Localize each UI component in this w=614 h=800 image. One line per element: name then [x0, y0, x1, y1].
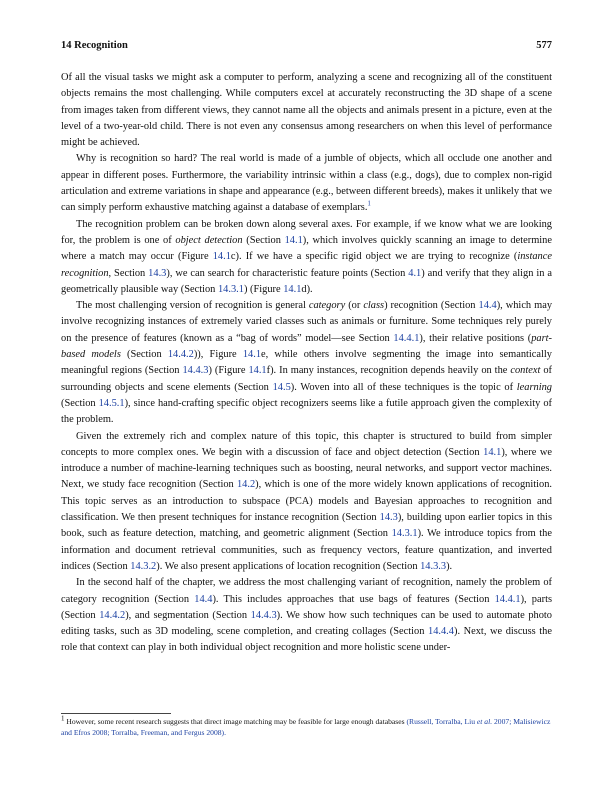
text-run: ), which involves quickly scanning an image to determine where a match may occur (Figure	[61, 234, 552, 263]
citation-link[interactable]	[407, 717, 510, 726]
text-run: , Section	[108, 267, 149, 279]
emphasis: category	[308, 300, 346, 312]
section-link[interactable]: 14.3	[148, 267, 167, 279]
text-run: c). If we have a specific rigid object we are trying to recognize (	[230, 251, 518, 263]
emphasis: object detection	[175, 234, 243, 246]
page-number: 577	[536, 40, 552, 51]
text-run: ) (Figure	[208, 365, 249, 377]
figure-link[interactable]: 14.1	[242, 349, 262, 361]
text-run: ) recognition (Section	[384, 300, 479, 312]
section-link[interactable]: 14.2	[236, 479, 256, 491]
emphasis: context	[510, 365, 541, 377]
section-link[interactable]: 14.4.2	[99, 609, 126, 621]
citation-year: 2007	[492, 717, 510, 726]
text-run: (Section	[242, 234, 285, 246]
section-link[interactable]: 14.4.4	[428, 626, 454, 638]
paragraph-4	[61, 298, 552, 428]
section-link[interactable]: 14.3	[379, 512, 398, 524]
emphasis: instance recognition	[61, 251, 552, 279]
body-text	[61, 70, 552, 657]
text-run: ). We introduce topics from the information and document retrieval communities, such as frequency vectors, feature quantization, and inverted indices (Section	[61, 528, 552, 572]
section-link[interactable]: 14.5.1	[98, 397, 125, 409]
section-link[interactable]: 14.4	[194, 593, 213, 605]
section-link[interactable]: 14.3.3	[420, 560, 447, 572]
text-run: The most challenging version of recognition is general	[76, 300, 309, 312]
footnote-marker[interactable]: 1	[367, 199, 371, 208]
section-link[interactable]: 4.1	[408, 267, 422, 279]
section-link[interactable]: 14.5	[272, 381, 291, 393]
figure-link[interactable]: 14.1	[283, 283, 302, 295]
text-run: of surrounding objects and scene elements (Section	[61, 365, 552, 393]
section-link[interactable]: 14.4.3	[182, 365, 209, 377]
text-run: ). We show how such techniques can be used to automate photo editing tasks, such as 3D modeling, scene completion, and creating collages (Section	[61, 609, 552, 638]
section-link[interactable]: 14.1	[483, 446, 502, 458]
paragraph-1: Of all the visual tasks we might ask a computer to perform, analyzing a scene and recognizing all of the constituent objects remains the most challenging. While computers excel at accurately reconstructing the 3D shape of a scene from images taken from different views, they cannot name all the objects and animals present in a picture, even at the level of a two-year-old child. There is not even any consensus among researchers on when this level of performance might be achieved.	[61, 72, 552, 149]
text-run: ), parts (Section	[61, 593, 552, 621]
emphasis: learning	[516, 381, 552, 393]
text-run: In the second half of the chapter, we address the most challenging variant of recognition, namely the problem of category recognition (Section	[61, 577, 552, 605]
figure-link[interactable]: 14.1	[212, 251, 231, 263]
text-run: ), we can search for characteristic feature points (Section	[166, 267, 409, 279]
footnote-text: However, some recent research suggests that direct image matching may be feasible for large enough databases	[64, 717, 407, 726]
text-run: f). In many instances, recognition depends heavily on the	[266, 365, 511, 377]
running-header	[61, 40, 552, 51]
emphasis: et al.	[476, 717, 493, 726]
text-run: ), their relative positions (	[419, 332, 532, 344]
section-link[interactable]: 14.3.1	[391, 528, 418, 540]
footnote-number: 1	[61, 714, 65, 723]
figure-link[interactable]: 14.1	[248, 365, 267, 377]
text-run: ), and segmentation (Section	[125, 609, 251, 621]
citation-separator: ;	[107, 728, 112, 737]
citation-text: (Russell, Torralba, Liu	[406, 717, 477, 726]
footnote-divider	[61, 713, 171, 714]
emphasis: part-based models	[61, 332, 552, 361]
text-run: e, while others involve segmenting the image into semantically meaningful regions (Section	[61, 349, 552, 377]
emphasis: class	[363, 300, 385, 312]
section-link[interactable]: 14.4.1	[393, 332, 420, 344]
text-run: (Section	[61, 397, 99, 409]
section-link[interactable]: 14.3.2	[130, 560, 157, 572]
section-link[interactable]: 14.1	[284, 234, 303, 246]
text-run: ), which may involve recognizing instances of extremely varied classes such as animals or furniture. Some techniques rely purely on the presence of features (known as a “bag of words” model—see Section	[61, 300, 553, 344]
paragraph-3	[61, 217, 552, 298]
chapter-title: 14 Recognition	[61, 40, 128, 51]
text-run: ), which is one of the more widely known applications of recognition. This topic serves as an introduction to subspace (PCA) models and Bayesian approaches to recognition and classification. We then present techniques for instance recognition (Section	[61, 479, 552, 524]
text-run: ).	[446, 560, 453, 572]
section-link[interactable]: 14.4.2	[167, 349, 194, 361]
section-link[interactable]: 14.3.1	[217, 283, 244, 295]
text-run: (or	[345, 300, 364, 312]
text-run: ), building upon earlier topics in this book, such as feature detection, matching, and geometric alignment (Section	[61, 512, 552, 540]
paragraph-2-text: Why is recognition so hard? The real world is made of a jumble of objects, which all occlude one another and appear in different poses. Furthermore, the variability intrinsic within a class (e.g., dogs), due to complex non-rigid articulation and extreme variations in shape and appearance (e.g., between different breeds), makes it unlikely that we can simply perform exhaustive matching against a database of exemplars.	[61, 153, 552, 214]
text-run: ). This includes approaches that use bags of features (Section	[212, 593, 495, 605]
text-run: ) (Figure	[243, 283, 284, 295]
text-run: ). We also present applications of location recognition (Section	[156, 560, 421, 572]
footnote	[61, 716, 552, 738]
citation-link[interactable]: Malisiewicz and Efros 2008	[61, 717, 551, 737]
citation-link[interactable]: Torralba, Freeman, and Fergus 2008	[111, 728, 222, 737]
text-run: ). Next, we discuss the role that context can play in both individual object recognition and more holistic scene under-	[61, 626, 552, 654]
citation-separator: ;	[509, 717, 514, 726]
text-run: Given the extremely rich and complex nature of this topic, this chapter is structured to build from simpler concepts to more complex ones. We begin with a discussion of face and object detection (Section	[61, 430, 552, 458]
section-link[interactable]: 14.4	[478, 300, 497, 312]
text-run: ) and verify that they align in a geometrically plausible way (Section	[61, 267, 552, 295]
text-run: ), where we introduce a number of machine-learning techniques such as boosting, neural networks, and support vector machines. Next, we study face recognition (Section	[61, 446, 552, 491]
paragraph-5	[61, 429, 552, 576]
text-run: ), since hand-crafting specific object recognizers seems like a futile approach given the complexity of the problem.	[61, 397, 552, 426]
paragraph-2	[61, 151, 552, 216]
section-link[interactable]: 14.4.1	[494, 593, 521, 605]
citation-close: ).	[221, 728, 226, 737]
text-run: d).	[301, 283, 313, 295]
text-run: (Section	[120, 349, 168, 361]
text-run: ). Woven into all of these techniques is the topic of	[290, 381, 517, 393]
section-link[interactable]: 14.4.3	[250, 609, 277, 621]
paragraph-6	[61, 575, 552, 656]
text-run: The recognition problem can be broken down along several axes. For example, if we know what we are looking for, the problem is one of	[61, 218, 552, 246]
text-run: )), Figure	[193, 349, 243, 361]
